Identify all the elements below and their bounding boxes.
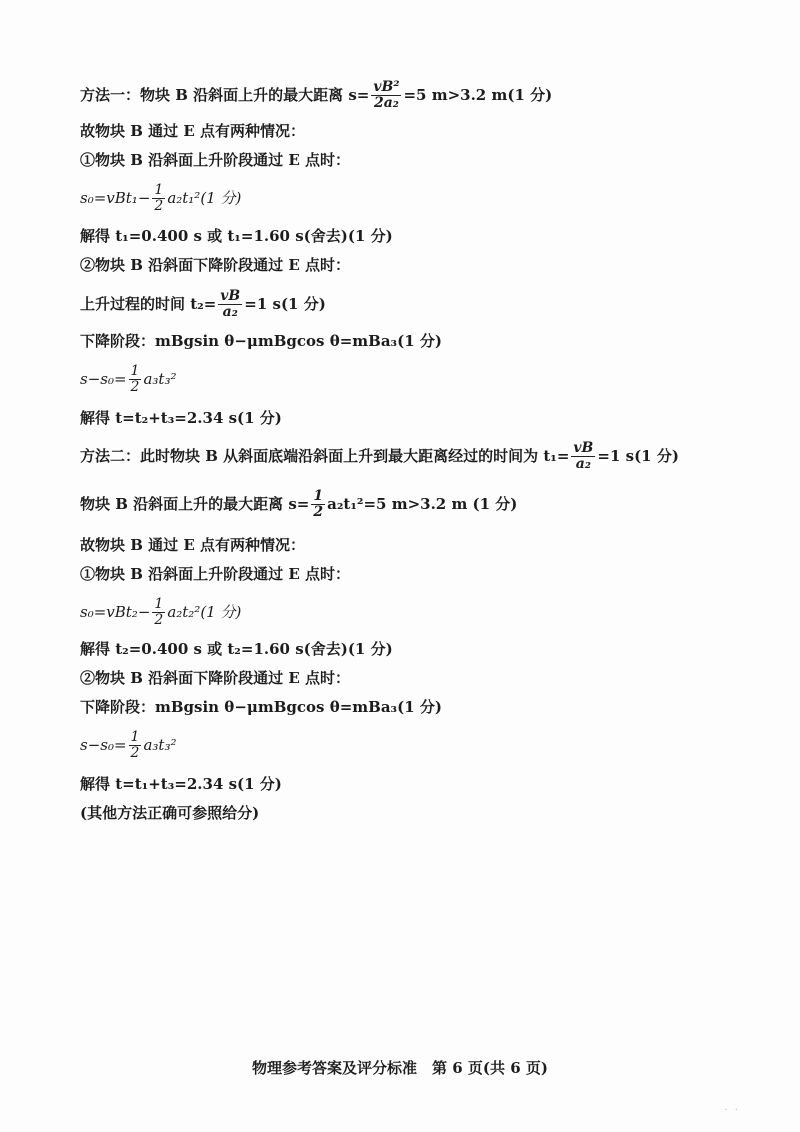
fraction — [152, 183, 165, 214]
method-one-max-distance — [80, 80, 552, 111]
case-two-heading-2: ②物块 B 沿斜面下降阶段通过 E 点时： — [80, 669, 351, 687]
fraction — [371, 80, 401, 111]
text: =1 s(1 分) — [244, 295, 326, 314]
solution-t2: 解得 t₂=0.400 s 或 t₂=1.60 s(舍去)(1 分) — [80, 640, 393, 658]
text: 上升过程的时间 t₂= — [80, 295, 217, 314]
denominator: 2 — [130, 378, 140, 395]
numerator: 1 — [130, 363, 140, 379]
fraction — [152, 597, 165, 628]
text: a₂t₁²(1 分) — [167, 189, 242, 208]
text: s−s₀= — [80, 736, 127, 755]
text: s₀=vBt₂− — [80, 603, 151, 622]
case-one-heading-2: ①物块 B 沿斜面上升阶段通过 E 点时： — [80, 565, 351, 583]
denominator: 2 — [130, 744, 140, 761]
fraction — [571, 441, 595, 472]
other-methods-note: (其他方法正确可参照给分) — [80, 804, 260, 822]
descent-force-equation-2: 下降阶段：mBgsin θ−μmBgcos θ=mBa₃(1 分) — [80, 698, 442, 716]
text: s−s₀= — [80, 370, 127, 389]
denominator: 2 — [154, 611, 164, 628]
text: =1 s(1 分) — [597, 447, 679, 466]
numerator: 1 — [313, 488, 324, 504]
rise-time-equation — [80, 289, 326, 320]
denominator: 2 — [154, 197, 164, 214]
equation-s-minus-s0 — [80, 364, 176, 395]
descent-force-equation: 下降阶段：mBgsin θ−μmBgcos θ=mBa₃(1 分) — [80, 332, 442, 350]
text: s₀=vBt₁− — [80, 189, 151, 208]
text: =5 m>3.2 m(1 分) — [403, 86, 553, 105]
fraction — [311, 489, 325, 520]
two-cases-line-2: 故物块 B 通过 E 点有两种情况： — [80, 536, 306, 554]
text: a₂t₁²=5 m>3.2 m (1 分) — [327, 495, 518, 514]
text: a₃t₃² — [143, 736, 177, 755]
case-one-heading: ①物块 B 沿斜面上升阶段通过 E 点时： — [80, 151, 351, 169]
fraction — [129, 364, 142, 395]
text: 方法一：物块 B 沿斜面上升的最大距离 s= — [80, 86, 370, 105]
text: a₂t₂²(1 分) — [167, 603, 242, 622]
solution-t1: 解得 t₁=0.400 s 或 t₁=1.60 s(舍去)(1 分) — [80, 227, 393, 245]
numerator: 1 — [130, 729, 140, 745]
method-two-max-distance — [80, 489, 517, 520]
solution-total-time-1: 解得 t=t₂+t₃=2.34 s(1 分) — [80, 409, 282, 427]
denominator: 2a₂ — [373, 94, 399, 111]
denominator: 2 — [313, 503, 324, 520]
solution-total-time-2: 解得 t=t₁+t₃=2.34 s(1 分) — [80, 775, 282, 793]
fraction — [129, 730, 142, 761]
fraction — [218, 289, 242, 320]
numerator: vB — [220, 288, 241, 304]
numerator: vB — [573, 440, 594, 456]
case-two-heading: ②物块 B 沿斜面下降阶段通过 E 点时： — [80, 256, 351, 274]
equation-s-minus-s0-2 — [80, 730, 176, 761]
text: 方法二：此时物块 B 从斜面底端沿斜面上升到最大距离经过的时间为 t₁= — [80, 447, 570, 466]
text: a₃t₃² — [143, 370, 177, 389]
scan-mark: · · — [724, 1105, 740, 1116]
numerator: 1 — [154, 182, 164, 198]
text: 物块 B 沿斜面上升的最大距离 s= — [80, 495, 310, 514]
equation-s0-2 — [80, 597, 241, 628]
method-two-time — [80, 441, 679, 472]
numerator: vB² — [373, 79, 400, 95]
equation-s0 — [80, 183, 241, 214]
two-cases-line: 故物块 B 通过 E 点有两种情况： — [80, 122, 306, 140]
page-footer: 物理参考答案及评分标准 第 6 页(共 6 页) — [252, 1059, 548, 1077]
denominator: a₂ — [575, 455, 591, 472]
denominator: a₂ — [222, 303, 238, 320]
numerator: 1 — [154, 596, 164, 612]
